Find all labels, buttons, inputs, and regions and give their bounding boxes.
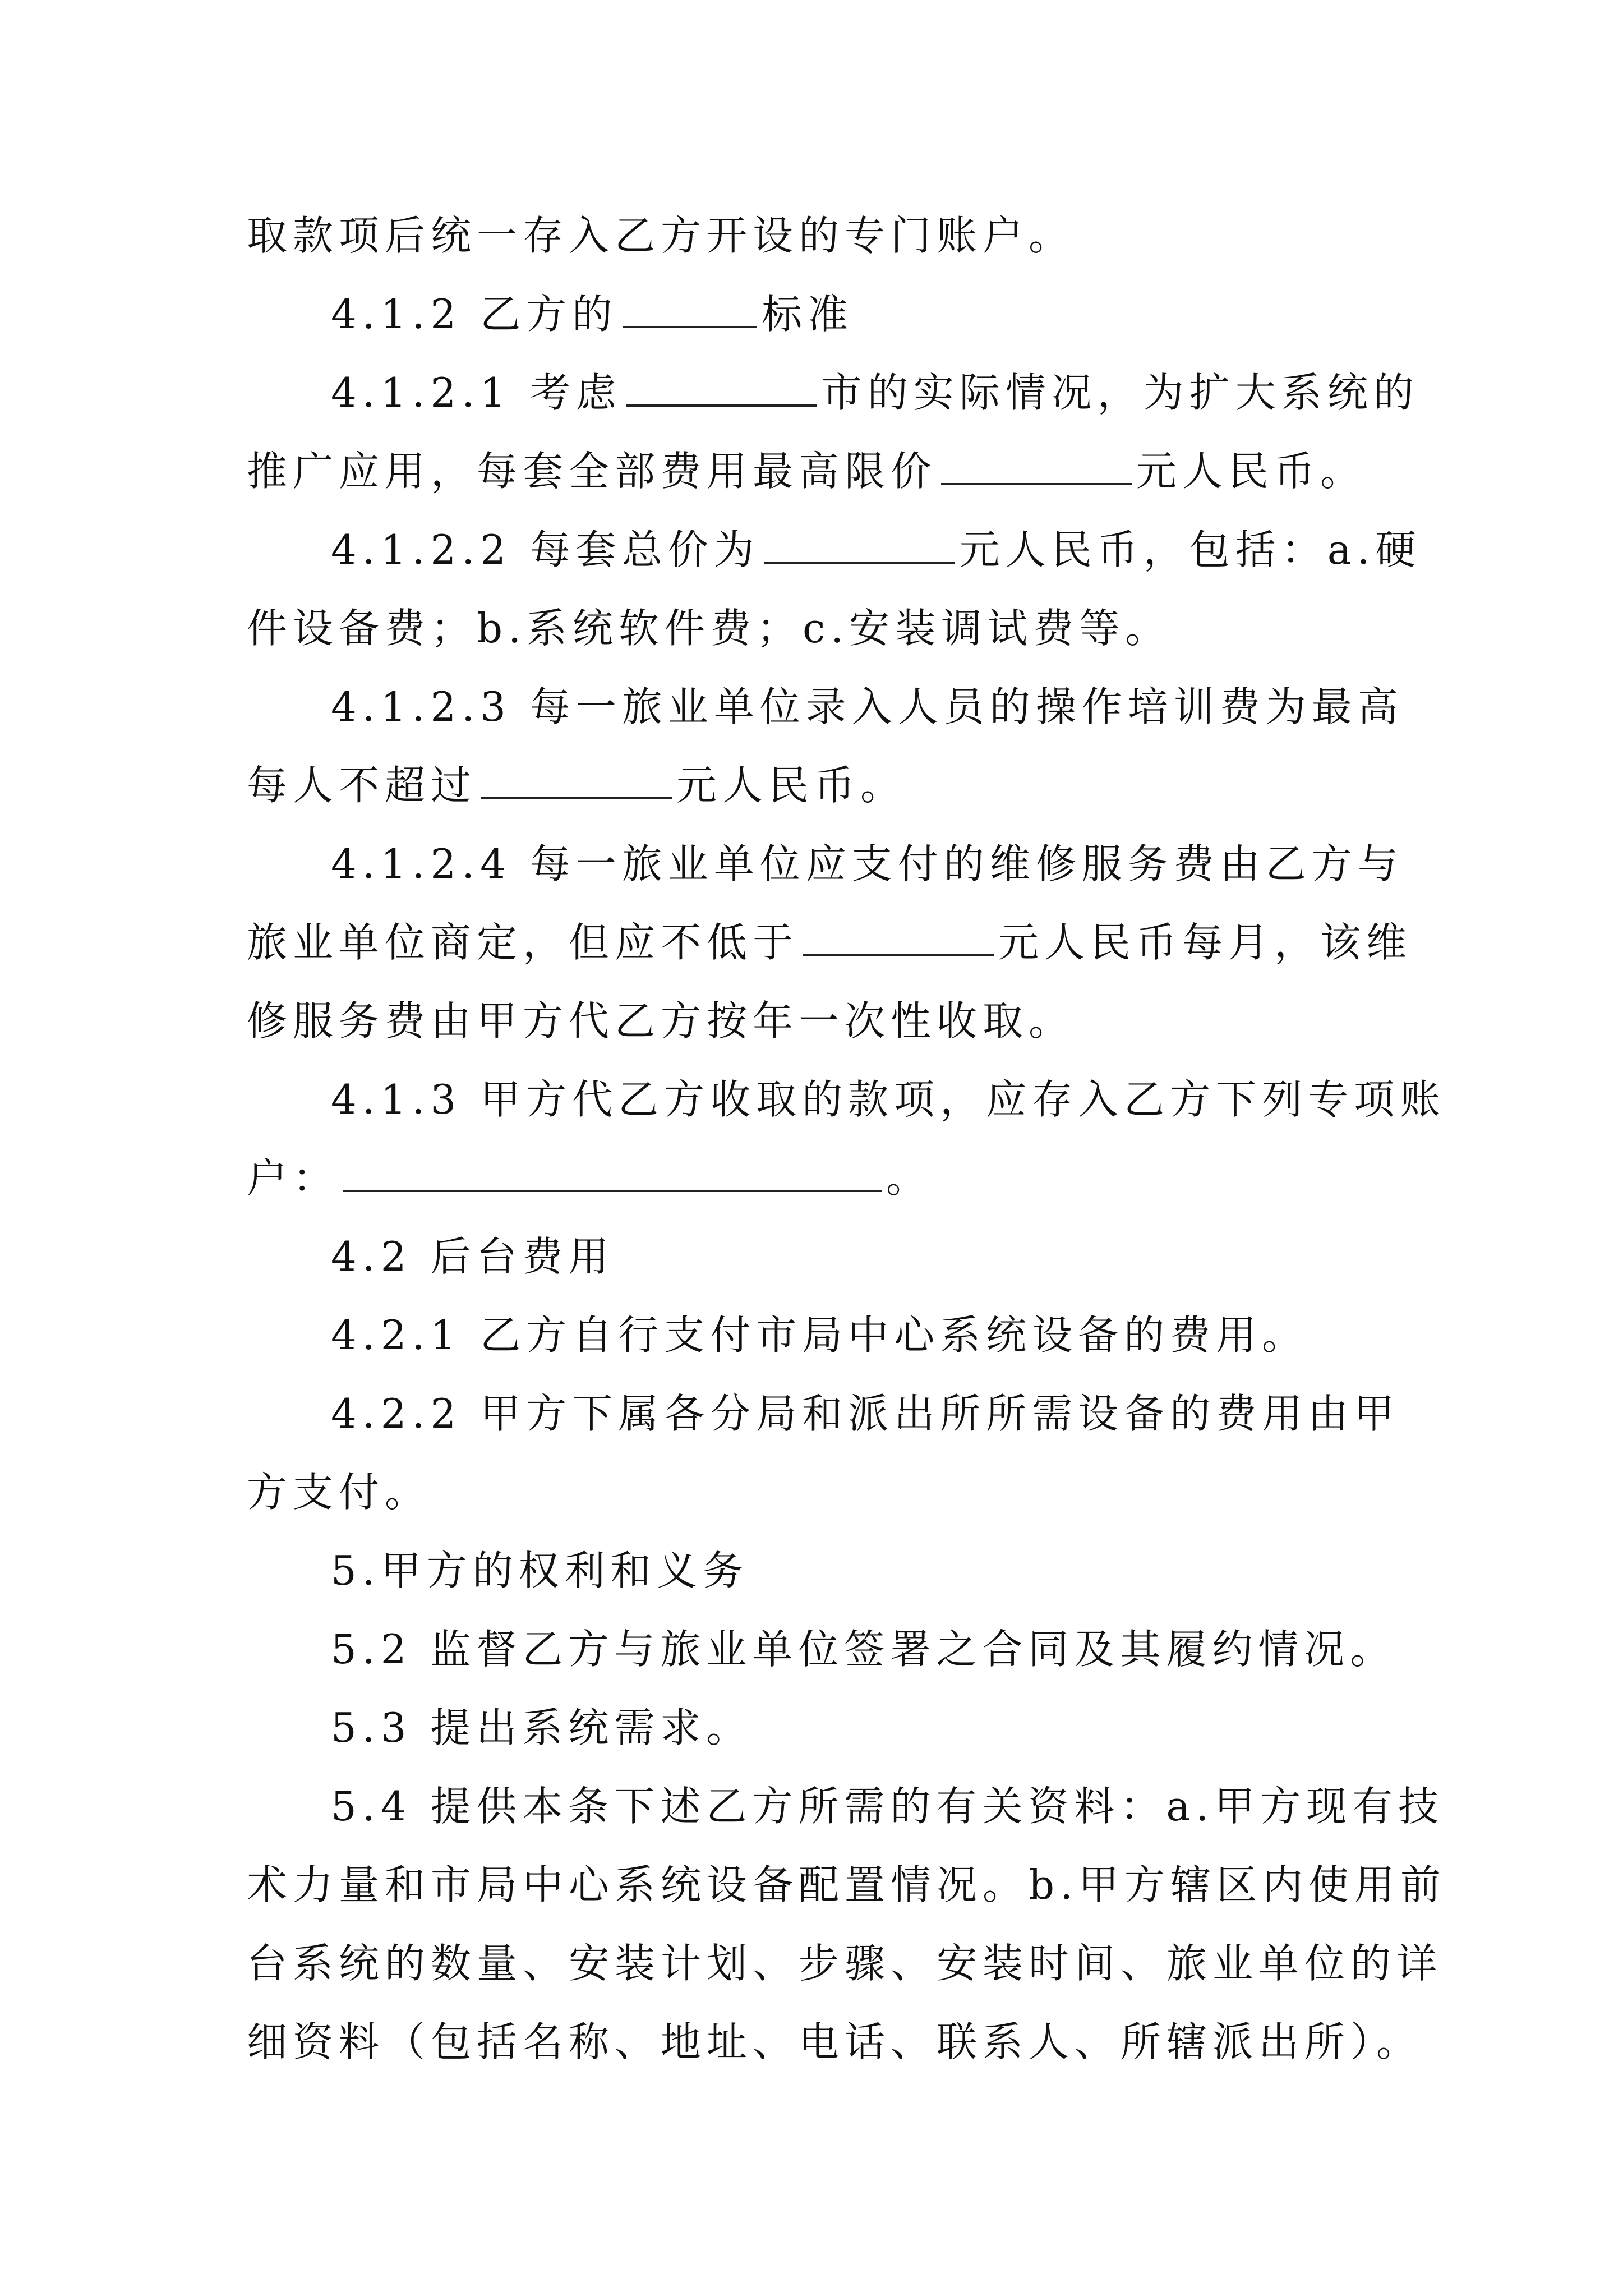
text-line — [247, 914, 1412, 970]
clause-4-2-1 — [331, 1307, 1308, 1363]
clause-4-1-2-4 — [331, 836, 1404, 892]
line-text: 4.1.2.3 每一旅业单位录入人员的操作培训费为最高 — [331, 683, 1404, 730]
text-line — [247, 600, 1171, 656]
fill-in-blank[interactable] — [343, 1154, 882, 1192]
line-text: 。 — [886, 1154, 933, 1202]
line-text: 5.甲方的权利和义务 — [331, 1547, 749, 1594]
clause-4-1-2-2 — [331, 522, 1422, 578]
line-text: 标准 — [762, 291, 854, 338]
line-text: 台系统的数量、安装计划、步骤、安装时间、旅业单位的详 — [247, 1940, 1443, 1987]
line-text: 户： — [247, 1154, 339, 1202]
line-text: 旅业单位商定，但应不低于 — [247, 919, 799, 966]
fill-in-blank[interactable] — [623, 290, 757, 328]
line-text: 件设备费；b.系统软件费；c.安装调试费等。 — [247, 605, 1172, 652]
clause-4-1-2-1 — [331, 365, 1419, 421]
line-text: 5.4 提供本条下述乙方所需的有关资料：a.甲方现有技 — [331, 1783, 1445, 1830]
text-line — [247, 1150, 932, 1206]
line-text: 5.2 监督乙方与旅业单位签署之合同及其履约情况。 — [331, 1626, 1396, 1673]
line-text: 4.1.2.2 每套总价为 — [331, 526, 760, 573]
clause-4-2-2 — [331, 1386, 1400, 1442]
text-line — [247, 208, 1075, 264]
fill-in-blank[interactable] — [764, 526, 955, 564]
line-text: 推广应用，每套全部费用最高限价 — [247, 448, 937, 495]
clause-5-4 — [331, 1778, 1444, 1834]
line-text: 5.3 提出系统需求。 — [331, 1704, 753, 1751]
line-text: 术力量和市局中心系统设备配置情况。b.甲方辖区内使用前 — [247, 1861, 1446, 1908]
line-text: 4.2 后台费用 — [331, 1233, 615, 1280]
clause-4-1-2-3 — [331, 679, 1404, 735]
line-text: 取款项后统一存入乙方开设的专门账户。 — [247, 212, 1075, 259]
text-line — [247, 443, 1366, 499]
text-line — [247, 1857, 1446, 1913]
clause-5-3 — [331, 1700, 752, 1756]
clause-5-2 — [331, 1621, 1396, 1677]
fill-in-blank[interactable] — [803, 918, 994, 956]
line-text: 市的实际情况，为扩大系统的 — [821, 369, 1419, 416]
line-text: 修服务费由甲方代乙方按年一次性收取。 — [247, 997, 1075, 1045]
clause-4-1-3 — [331, 1071, 1446, 1128]
line-text: 每人不超过 — [247, 762, 477, 809]
section-heading — [331, 1543, 749, 1599]
line-text: 4.1.2.4 每一旅业单位应支付的维修服务费由乙方与 — [331, 840, 1404, 887]
text-line — [247, 1935, 1442, 1991]
section-heading — [331, 1228, 614, 1285]
line-text: 元人民币。 — [1136, 448, 1367, 495]
text-line — [247, 2014, 1422, 2070]
fill-in-blank[interactable] — [626, 369, 817, 407]
line-text: 4.2.2 甲方下属各分局和派出所所需设备的费用由甲 — [331, 1390, 1400, 1437]
fill-in-blank[interactable] — [941, 447, 1132, 485]
fill-in-blank[interactable] — [481, 761, 672, 799]
text-line — [247, 757, 906, 813]
line-text: 元人民币，包括：a.硬 — [959, 526, 1422, 573]
line-text: 4.1.2 乙方的 — [331, 291, 619, 338]
line-text: 元人民币。 — [676, 762, 907, 809]
text-line — [247, 993, 1075, 1049]
line-text: 细资料（包括名称、地址、电话、联系人、所辖派出所）。 — [247, 2018, 1423, 2065]
line-text: 4.2.1 乙方自行支付市局中心系统设备的费用。 — [331, 1312, 1308, 1359]
text-line — [247, 1464, 431, 1520]
line-text: 方支付。 — [247, 1469, 431, 1516]
line-text: 4.1.3 甲方代乙方收取的款项，应存入乙方下列专项账 — [331, 1076, 1446, 1123]
clause-4-1-2 — [331, 286, 854, 342]
line-text: 4.1.2.1 考虑 — [331, 369, 622, 416]
line-text: 元人民币每月，该维 — [998, 919, 1413, 966]
